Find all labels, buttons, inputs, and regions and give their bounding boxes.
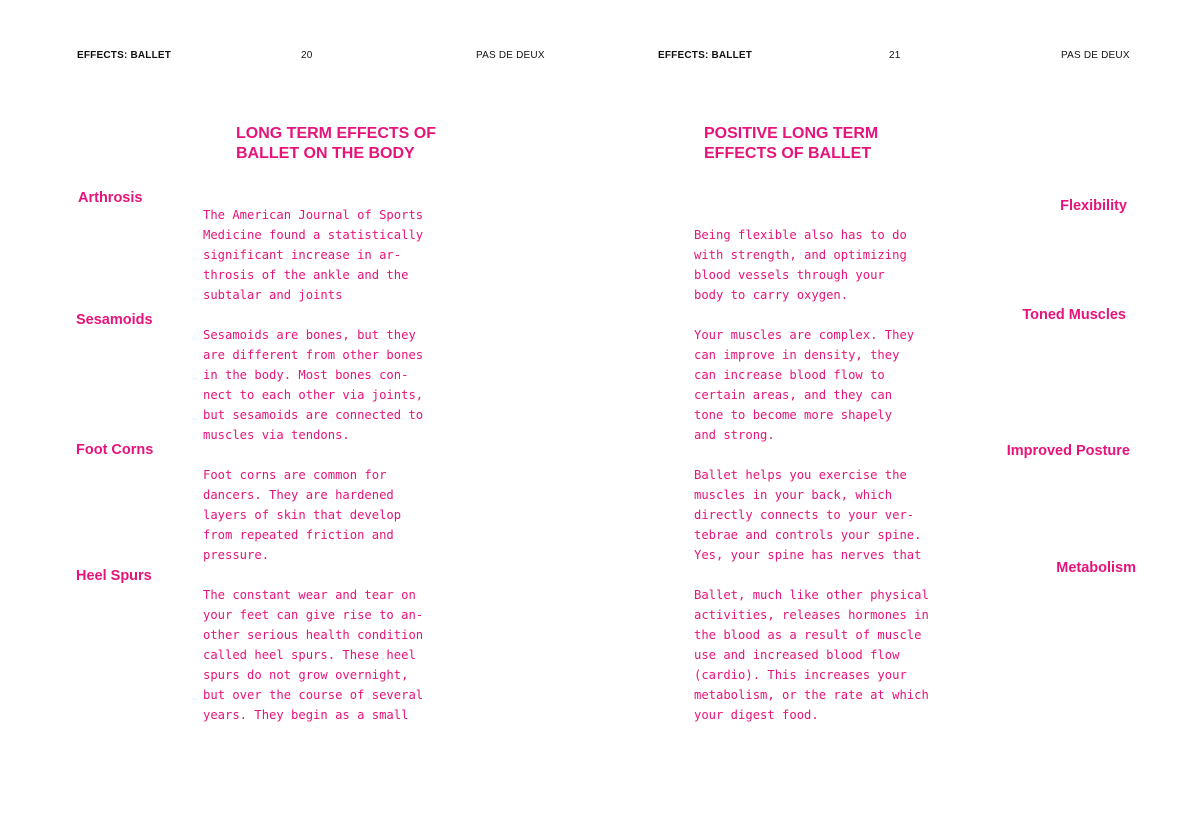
text-line: activities, releases hormones in (694, 608, 929, 622)
paragraph-heel-spurs (203, 585, 423, 725)
text-line: spurs do not grow overnight, (203, 668, 409, 682)
text-line: Being flexible also has to do (694, 228, 907, 242)
text-line: use and increased blood flow (694, 648, 900, 662)
page-heading (704, 124, 878, 164)
text-line: years. They begin as a small (203, 708, 409, 722)
label-heel-spurs: Heel Spurs (76, 568, 152, 584)
text-line: your digest food. (694, 708, 819, 722)
paragraph-flexibility (694, 225, 907, 305)
text-line: blood vessels through your (694, 268, 885, 282)
heading-line: EFFECTS OF BALLET (704, 145, 872, 162)
label-sesamoids: Sesamoids (76, 312, 153, 328)
text-line: and strong. (694, 428, 775, 442)
text-line: muscles in your back, which (694, 488, 893, 502)
text-line: directly connects to your ver- (694, 508, 915, 522)
text-line: The American Journal of Sports (203, 208, 424, 222)
text-line: certain areas, and they can (694, 388, 893, 402)
text-line: Yes, your spine has nerves that (694, 548, 922, 562)
text-line: but over the course of several (203, 688, 424, 702)
paragraph-foot-corns (203, 465, 401, 565)
text-line: Ballet helps you exercise the (694, 468, 907, 482)
text-line: can improve in density, they (694, 348, 900, 362)
label-toned-muscles: Toned Muscles (1022, 307, 1126, 323)
heading-line: POSITIVE LONG TERM (704, 125, 879, 142)
paragraph-sesamoids (203, 325, 423, 445)
text-line: in the body. Most bones con- (203, 368, 409, 382)
paragraph-arthrosis (203, 205, 423, 305)
text-line: Medicine found a statistically (203, 228, 424, 242)
text-line: your feet can give rise to an- (203, 608, 424, 622)
text-line: throsis of the ankle and the (203, 268, 409, 282)
text-line: pressure. (203, 548, 270, 562)
label-metabolism: Metabolism (1056, 560, 1136, 576)
text-line: The constant wear and tear on (203, 588, 416, 602)
running-head-left: EFFECTS: BALLET (77, 50, 172, 61)
paragraph-improved-posture (694, 465, 921, 565)
text-line: are different from other bones (203, 348, 424, 362)
text-line: (cardio). This increases your (694, 668, 907, 682)
text-line: other serious health condition (203, 628, 424, 642)
text-line: muscles via tendons. (203, 428, 350, 442)
page-number: 20 (301, 50, 313, 61)
text-line: the blood as a result of muscle (694, 628, 922, 642)
heading-line: BALLET ON THE BODY (236, 145, 415, 162)
text-line: from repeated friction and (203, 528, 394, 542)
text-line: Sesamoids are bones, but they (203, 328, 416, 342)
text-line: tebrae and controls your spine. (694, 528, 922, 542)
text-line: Your muscles are complex. They (694, 328, 915, 342)
label-arthrosis: Arthrosis (78, 190, 143, 206)
text-line: called heel spurs. These heel (203, 648, 416, 662)
paragraph-metabolism (694, 585, 929, 725)
label-improved-posture: Improved Posture (1006, 443, 1130, 459)
text-line: can increase blood flow to (694, 368, 885, 382)
text-line: Ballet, much like other physical (694, 588, 929, 602)
text-line: metabolism, or the rate at which (694, 688, 929, 702)
text-line: significant increase in ar- (203, 248, 402, 262)
text-line: but sesamoids are connected to (203, 408, 424, 422)
text-line: subtalar and joints (203, 288, 343, 302)
page-number: 21 (889, 50, 901, 61)
page-heading (236, 124, 436, 164)
running-head-left: EFFECTS: BALLET (658, 50, 753, 61)
text-line: with strength, and optimizing (694, 248, 907, 262)
text-line: nect to each other via joints, (203, 388, 424, 402)
paragraph-toned-muscles (694, 325, 914, 445)
text-line: layers of skin that develop (203, 508, 402, 522)
running-head-right: PAS DE DEUX (1061, 50, 1130, 61)
running-head-right: PAS DE DEUX (476, 50, 545, 61)
text-line: dancers. They are hardened (203, 488, 394, 502)
text-line: Foot corns are common for (203, 468, 387, 482)
text-line: tone to become more shapely (694, 408, 893, 422)
label-flexibility: Flexibility (1060, 198, 1127, 214)
heading-line: LONG TERM EFFECTS OF (236, 125, 436, 142)
text-line: body to carry oxygen. (694, 288, 849, 302)
label-foot-corns: Foot Corns (76, 442, 154, 458)
